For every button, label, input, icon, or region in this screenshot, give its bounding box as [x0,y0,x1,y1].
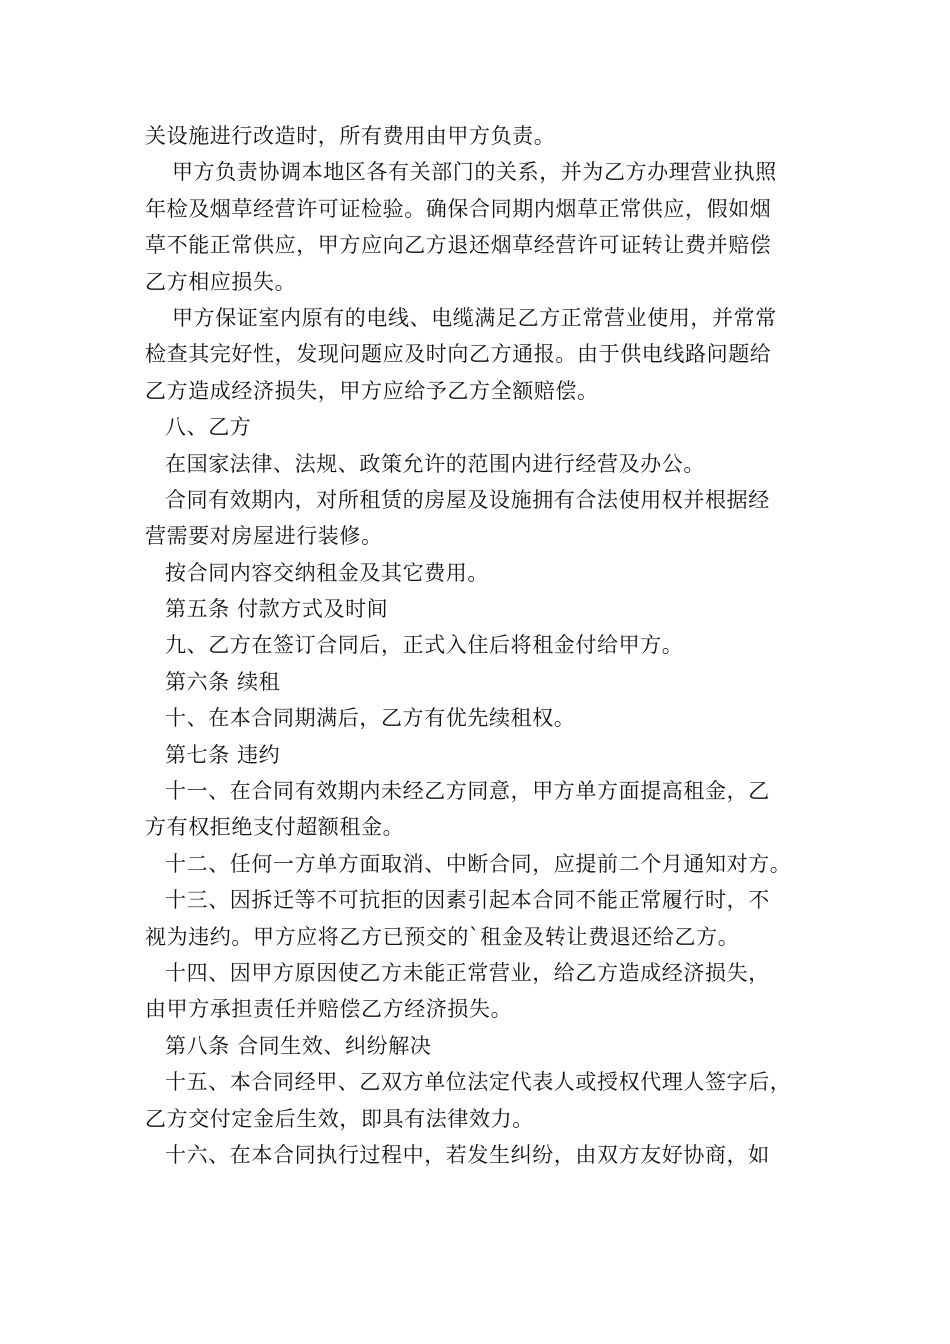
paragraph-line: 十二、任何一方单方面取消、中断合同，应提前二个月通知对方。 [165,851,792,876]
paragraph-line: 十五、本合同经甲、乙双方单位法定代表人或授权代理人签字后， [165,1070,792,1095]
paragraph-line: 在国家法律、法规、政策允许的范围内进行经营及办公。 [165,451,705,476]
document-body [145,118,805,1173]
article-heading: 第六条 续租 [165,669,281,694]
paragraph-line: 甲方保证室内原有的电线、电缆满足乙方正常营业使用，并常常 [172,305,777,330]
paragraph-line: 十一、在合同有效期内未经乙方同意，甲方单方面提高租金，乙 [165,779,770,804]
article-heading: 第七条 违约 [165,742,281,767]
paragraph-line: 视为违约。甲方应将乙方已预交的`租金及转让费退还给乙方。 [145,924,740,949]
paragraph-line: 检查其完好性，发现问题应及时向乙方通报。由于供电线路问题给 [145,342,772,367]
paragraph-line: 由甲方承担责任并赔偿乙方经济损失。 [145,997,513,1022]
paragraph-line: 合同有效期内，对所租赁的房屋及设施拥有合法使用权并根据经 [165,487,770,512]
paragraph-line: 方有权拒绝支付超额租金。 [145,815,405,840]
paragraph-line: 甲方负责协调本地区各有关部门的关系，并为乙方办理营业执照 [172,160,777,185]
paragraph-line: 十、在本合同期满后，乙方有优先续租权。 [165,706,576,731]
paragraph-line: 营需要对房屋进行装修。 [145,524,383,549]
paragraph-line: 十三、因拆迁等不可抗拒的因素引起本合同不能正常履行时，不 [165,888,770,913]
paragraph-line: 草不能正常供应，甲方应向乙方退还烟草经营许可证转让费并赔偿 [145,233,772,258]
paragraph-line: 乙方造成经济损失，甲方应给予乙方全额赔偿。 [145,378,599,403]
paragraph-line: 乙方相应损失。 [145,269,297,294]
paragraph-line: 十六、在本合同执行过程中，若发生纠纷，由双方友好协商，如 [165,1142,770,1167]
article-heading: 第五条 付款方式及时间 [165,597,389,622]
paragraph-line: 关设施进行改造时，所有费用由甲方负责。 [145,124,556,148]
paragraph-line: 十四、因甲方原因使乙方未能正常营业，给乙方造成经济损失， [165,960,770,985]
paragraph-line: 按合同内容交纳租金及其它费用。 [165,560,489,585]
article-heading: 第八条 合同生效、纠纷解决 [165,1033,432,1058]
paragraph-line: 年检及烟草经营许可证检验。确保合同期内烟草正常供应，假如烟 [145,196,772,221]
section-heading: 八、乙方 [165,415,252,440]
paragraph-line: 乙方交付定金后生效，即具有法律效力。 [145,1106,534,1131]
paragraph-line: 九、乙方在签订合同后，正式入住后将租金付给甲方。 [165,633,684,658]
